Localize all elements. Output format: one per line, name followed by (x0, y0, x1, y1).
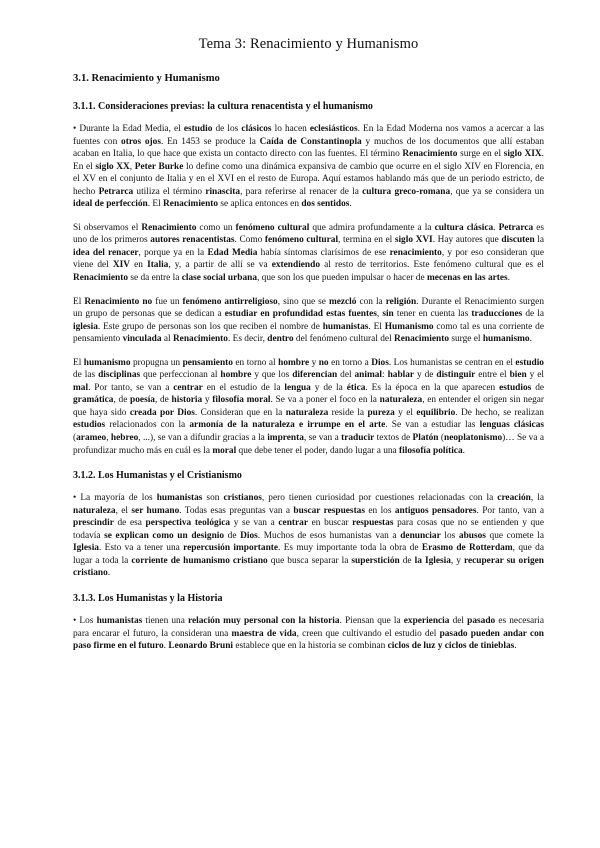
bold-term: Renacimiento (402, 149, 458, 160)
bold-term: naturaleza (379, 395, 423, 406)
bold-term: abusos (458, 530, 486, 541)
bold-term: equilibrio (416, 407, 456, 418)
bold-term: superstición (351, 555, 400, 566)
bold-term: lenguas clásicas (479, 420, 545, 431)
bold-term: Caída de Constantinopla (259, 136, 362, 147)
paragraph: • Durante la Edad Media, el estudio de los clásicos lo hacen eclesiásticos. En la Edad Moderna nos vamos a acercar a las fuentes con otros ojos. En 1453 se produce la Caída de Constantinopla y muchos de los documentos que allí estaban acaban en Italia, lo que hace que exista un contacto directo con las fuentes. El término Renacimiento surge en el siglo XIX. En el siglo XX, Peter Burke lo define como una dinámica expansiva de cambio que ocurre en el siglo XIV en Florencia, en el XV en el conjunto de Italia y en el XVI en el resto de Europa. Aquí estamos hablando más que de un periodo estricto, de hecho Petrarca utiliza el término rinascita, para referirse al renacer de la cultura greco-romana, que ya se considera un ideal de perfección. El Renacimiento se aplica entonces en dos sentidos. (73, 124, 545, 210)
bold-term: experiencia (403, 615, 450, 626)
bold-term: corriente de humanismo cristiano (131, 555, 268, 566)
bold-term: dos sentidos (301, 199, 350, 210)
bold-term: humanismo (482, 334, 530, 345)
bold-term: pasado (467, 615, 496, 626)
bold-term: hablar (387, 370, 415, 381)
paragraph: • La mayoría de los humanistas son cristianos, pero tienen curiosidad por cuestiones relacionadas con la creación, la naturaleza, el ser humano. Todas esas preguntas van a buscar respuestas en los antiguos pensadores. Por tanto, van a prescindir de esa perspectiva teológica y se van a centrar en buscar respuestas para cosas que no se entienden y que todavía se explican como un designio de Dios. Muchos de esos humanistas van a denunciar los abusos que comete la Iglesia. Esto va a tener una repercusión importante. Es muy importante toda la obra de Erasmo de Rotterdam, que da lugar a toda la corriente de humanismo cristiano que busca separar la superstición de la Iglesia, y recuperar su origen cristiano. (73, 493, 545, 579)
bold-term: ética (346, 382, 366, 393)
bold-term: ciclos de luz y ciclos de tinieblas (387, 641, 515, 652)
bold-term: cultura clásica (434, 222, 494, 233)
bold-term: imprenta (267, 433, 304, 444)
bold-term: discuten (501, 235, 535, 246)
bold-term: humanistas (156, 493, 203, 504)
bold-term: mecenas en las artes (426, 273, 508, 284)
bold-term: Renacimiento (141, 222, 197, 233)
bold-term: estudio (183, 124, 213, 134)
bold-term: creada por Dios (129, 407, 195, 418)
bold-term: perspectiva teológica (145, 518, 231, 529)
bold-term: no (318, 357, 329, 368)
bold-term: Petrarca (498, 222, 534, 233)
bold-term: fenómeno cultural (264, 235, 339, 246)
bold-term: distinguir (436, 370, 476, 381)
bold-term: siglo XX (95, 161, 130, 172)
bold-term: hombre (278, 357, 310, 368)
paragraph: El Renacimiento no fue un fenómeno antirreligioso, sino que se mezcló con la religión. Durante el Renacimiento surgen un grupo de personas que se dedican a estudiar en profundidad estas fuentes, sin tener en cuenta las traducciones de la iglesia. Este grupo de personas son los que reciben el nombre de humanistas. El Humanismo como tal es una corriente de pensamiento vinculada al Renacimiento. Es decir, dentro del fenómeno cultural del Renacimiento surge el humanismo. (73, 296, 544, 345)
bold-term: traducir (341, 433, 375, 444)
bold-term: mal (73, 382, 89, 393)
bold-term: bien (509, 370, 527, 381)
bold-term: clase social urbana (181, 273, 257, 284)
bold-term: filosofía moral (212, 395, 271, 406)
bold-term: moral (212, 445, 237, 456)
bold-term: prescindir (73, 518, 114, 529)
bold-term: denunciar (400, 530, 441, 541)
bold-term: Renacimiento no (84, 296, 153, 307)
bold-term: estudiar en profundidad estas fuentes (224, 309, 377, 320)
bold-term: Peter Burke (134, 161, 184, 172)
bold-term: creación (497, 493, 531, 504)
bold-term: historia (171, 395, 203, 406)
bold-term: poesía (130, 395, 155, 406)
paragraph: El humanismo propugna un pensamiento en torno al hombre y no en torno a Dios. Los humanistas se centran en el estudio de las disciplinas que perfeccionan al hombre y que los diferencian del animal: hablar y de distinguir entre el bien y el mal. Por tanto, se van a centrar en el estudio de la lengua y de la ética. Es la época en la que aparecen estudios de gramática, de poesía, de historia y filosofía moral. Se va a poner el foco en la naturaleza, en entender el origen sin negar que haya sido creada por Dios. Consideran que en la naturaleza reside la pureza y el equilibrio. De hecho, se realizan estudios relacionados con la armonía de la naturaleza e irrumpe en el arte. Se van a estudiar las lenguas clásicas (arameo, hebreo, ...), se van a difundir gracias a la imprenta, se van a traducir textos de Platón (neoplatonismo)… Se va a profundizar mucho más en cuál es la moral que debe tener el poder, dando lugar a una filosofía política. (73, 357, 545, 456)
bold-term: siglo XIX (503, 149, 542, 160)
bold-term: rinascita (205, 186, 241, 197)
bold-term: fenómeno cultural (235, 222, 310, 233)
bold-term: Renacimiento (172, 334, 228, 345)
bold-term: recuperar su origen cristiano (73, 555, 544, 579)
bold-term: cultura greco-romana (362, 186, 451, 197)
bold-term: humanismo (83, 357, 131, 368)
bold-term: ideal de perfección (73, 199, 148, 210)
bold-term: estudios (73, 420, 106, 431)
bold-term: pureza (367, 407, 395, 418)
bold-term: Petrarca (98, 186, 134, 197)
bold-term: buscar respuestas (293, 505, 365, 516)
subsection-heading: 3.1.3. Los Humanistas y la Historia (73, 592, 223, 604)
subsection-heading: 3.1.2. Los Humanistas y el Cristianismo (73, 470, 242, 482)
bold-term: la Iglesia (414, 555, 451, 566)
bold-term: autores renacentistas (150, 235, 235, 246)
bold-term: fenómeno antirreligioso (182, 296, 278, 307)
bold-term: disciplinas (98, 370, 141, 381)
section-heading: 3.1. Renacimiento y Humanismo (73, 73, 220, 84)
bold-term: vinculada (122, 334, 162, 345)
bold-term: Humanismo (384, 321, 434, 332)
bold-term: hombre (220, 370, 252, 381)
bold-term: religión (385, 296, 417, 307)
bold-term: Renacimiento (73, 273, 129, 284)
document-title: Tema 3: Renacimiento y Humanismo (198, 36, 419, 52)
paragraph: • Los humanistas tienen una relación muy personal con la historia. Piensan que la experiencia del pasado es necesaria para encarar el futuro, la consideran una maestra de vida, creen que cultivando el estudio del pasado pueden andar con paso firme en el futuro. Leonardo Bruni establece que en la historia se combinan ciclos de luz y ciclos de tinieblas. (73, 615, 545, 652)
bold-term: armonía de la naturaleza e irrumpe en el arte (189, 420, 386, 431)
bold-term: eclesiásticos (309, 124, 358, 134)
bold-term: diferencian (292, 370, 338, 381)
bold-term: iglesia (73, 321, 98, 332)
bold-term: ser humano (131, 505, 180, 516)
bold-term: idea del renacer (73, 247, 139, 258)
bold-term: estudio (515, 357, 544, 368)
bold-term: clásicos (241, 124, 272, 134)
bold-term: humanistas (322, 321, 369, 332)
bold-term: Platón (412, 433, 439, 444)
bold-term: gramática (73, 395, 114, 406)
bold-term: relación muy personal con la historia (188, 615, 340, 626)
paragraph: Si observamos el Renacimiento como un fenómeno cultural que admira profundamente a la cultura clásica. Petrarca es uno de los primeros autores renacentistas. Como fenómeno cultural, termina en el siglo XVI. Hay autores que discuten la idea del renacer, porque ya en la Edad Media había síntomas clarísimos de ese renacimiento, y por eso consideran que viene del XIV en Italia, y, a partir de allí se va extendiendo al resto de territorios. Este fenómeno cultural que es el Renacimiento se da entre la clase social urbana, que son los que pueden impulsar o hacer de mecenas en las artes. (73, 222, 544, 284)
subsection-1 (73, 101, 544, 457)
bold-term: dentro (267, 334, 294, 345)
bold-term: pensamiento (182, 357, 233, 368)
bold-term: Leonardo Bruni (168, 641, 233, 652)
bold-term: repercusión importante (183, 543, 279, 554)
bold-term: centrar (173, 382, 203, 393)
bold-term: Renacimiento (394, 334, 450, 345)
bold-term: naturaleza (73, 505, 116, 516)
bold-term: sin (382, 309, 394, 320)
bold-term: respuestas (352, 518, 394, 529)
bold-term: Renacimiento (163, 199, 219, 210)
bold-term: centrar (278, 518, 308, 529)
bold-term: XIV (112, 260, 131, 271)
bold-term: antiguos pensadores (394, 505, 477, 516)
bold-term: se explican como un designio (104, 530, 225, 541)
bold-term: siglo XVI (394, 235, 433, 246)
bold-term: Italia (147, 260, 169, 271)
bold-term: arameo (76, 433, 107, 444)
bold-term: cristianos (223, 493, 262, 504)
bold-term: neoplatonismo (444, 433, 503, 444)
bold-term: lengua (284, 382, 311, 393)
bold-term: filosofía política (399, 445, 463, 456)
bold-term: Edad Media (207, 247, 258, 258)
bold-term: humanistas (96, 615, 143, 626)
bold-term: naturaleza (285, 407, 329, 418)
bold-term: Erasmo de Rotterdam (421, 543, 513, 554)
bold-term: Dios (240, 530, 258, 541)
bold-term: traducciones (471, 309, 523, 320)
bold-term: Dios (371, 357, 389, 368)
bold-term: estudios (499, 382, 532, 393)
bold-term: pasado pueden andar con paso firme en el futuro (73, 628, 544, 652)
subsection-heading: 3.1.1. Consideraciones previas: la cultura renacentista y el humanismo (73, 101, 373, 112)
bold-term: animal (354, 370, 383, 381)
subsection-2 (73, 470, 544, 580)
bold-term: Iglesia (73, 543, 99, 554)
bold-term: otros ojos (121, 136, 161, 147)
bold-term: renacimiento (389, 247, 442, 258)
bold-term: extendiendo (271, 260, 320, 271)
subsection-3 (73, 593, 544, 653)
bold-term: hebreo (110, 433, 139, 444)
bold-term: mezcló (328, 296, 357, 307)
bold-term: maestra de vida (231, 628, 297, 639)
